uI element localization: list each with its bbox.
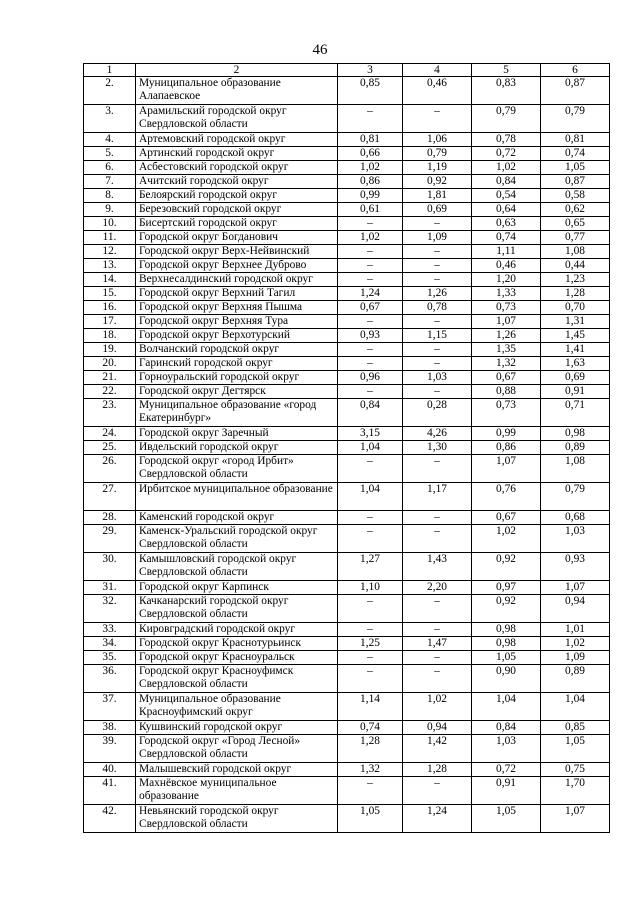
- value-col-6: 0,71: [541, 399, 610, 427]
- municipality-name: Березовский городской округ: [136, 203, 338, 217]
- value-col-5: 0,73: [472, 399, 541, 427]
- value-col-4: –: [403, 665, 472, 693]
- value-col-6: 0,87: [541, 175, 610, 189]
- value-col-5: 0,64: [472, 203, 541, 217]
- row-number: 37.: [84, 693, 136, 721]
- value-col-3: 1,14: [338, 693, 403, 721]
- value-col-5: 1,26: [472, 329, 541, 343]
- row-number: 32.: [84, 595, 136, 623]
- table-row: [84, 623, 610, 637]
- table-row: [84, 77, 610, 105]
- municipality-name: Гаринский городской округ: [136, 357, 338, 371]
- municipality-name: Асбестовский городской округ: [136, 161, 338, 175]
- row-number: 42.: [84, 805, 136, 833]
- value-col-5: 0,84: [472, 721, 541, 735]
- row-number: 5.: [84, 147, 136, 161]
- table-row: [84, 301, 610, 315]
- row-number: 29.: [84, 525, 136, 553]
- municipality-name: Городской округ Верхняя Пышма: [136, 301, 338, 315]
- value-col-3: 1,27: [338, 553, 403, 581]
- value-col-3: 0,66: [338, 147, 403, 161]
- header-cell: 4: [403, 64, 472, 77]
- value-col-3: 0,85: [338, 77, 403, 105]
- value-col-6: 1,07: [541, 805, 610, 833]
- value-col-5: 0,88: [472, 385, 541, 399]
- value-col-3: –: [338, 259, 403, 273]
- municipality-name: Невьянский городской округ Свердловской области: [136, 805, 338, 833]
- value-col-4: –: [403, 651, 472, 665]
- row-number: 27.: [84, 483, 136, 511]
- municipality-name: Городской округ Красноуфимск Свердловской области: [136, 665, 338, 693]
- value-col-5: 0,54: [472, 189, 541, 203]
- municipality-name: Городской округ Богданович: [136, 231, 338, 245]
- value-col-3: 1,10: [338, 581, 403, 595]
- row-number: 7.: [84, 175, 136, 189]
- municipality-name: Городской округ Заречный: [136, 427, 338, 441]
- value-col-6: 0,58: [541, 189, 610, 203]
- value-col-4: 1,17: [403, 483, 472, 511]
- value-col-4: –: [403, 455, 472, 483]
- value-col-6: 1,03: [541, 525, 610, 553]
- value-col-4: 0,92: [403, 175, 472, 189]
- value-col-5: 0,79: [472, 105, 541, 133]
- value-col-3: –: [338, 455, 403, 483]
- value-col-6: 1,41: [541, 343, 610, 357]
- value-col-3: 1,05: [338, 805, 403, 833]
- header-cell: 3: [338, 64, 403, 77]
- row-number: 35.: [84, 651, 136, 665]
- value-col-6: 0,69: [541, 371, 610, 385]
- row-number: 17.: [84, 315, 136, 329]
- value-col-3: 0,93: [338, 329, 403, 343]
- value-col-3: 1,04: [338, 483, 403, 511]
- value-col-4: –: [403, 777, 472, 805]
- table-row: [84, 721, 610, 735]
- value-col-3: –: [338, 315, 403, 329]
- value-col-3: –: [338, 777, 403, 805]
- value-col-5: 0,72: [472, 763, 541, 777]
- municipality-name: Арамильский городской округ Свердловской области: [136, 105, 338, 133]
- value-col-6: 0,44: [541, 259, 610, 273]
- row-number: 26.: [84, 455, 136, 483]
- value-col-3: 1,04: [338, 441, 403, 455]
- value-col-6: 1,45: [541, 329, 610, 343]
- value-col-5: 1,07: [472, 455, 541, 483]
- value-col-6: 1,23: [541, 273, 610, 287]
- row-number: 25.: [84, 441, 136, 455]
- table-row: [84, 371, 610, 385]
- value-col-5: 0,98: [472, 637, 541, 651]
- value-col-3: –: [338, 525, 403, 553]
- table-row: [84, 259, 610, 273]
- municipality-name: Городской округ Верхний Тагил: [136, 287, 338, 301]
- value-col-4: –: [403, 259, 472, 273]
- municipality-name: Белоярский городской округ: [136, 189, 338, 203]
- table-row: [84, 161, 610, 175]
- value-col-4: 1,42: [403, 735, 472, 763]
- value-col-6: 0,68: [541, 511, 610, 525]
- municipality-name: Ачитский городской округ: [136, 175, 338, 189]
- value-col-6: 1,08: [541, 455, 610, 483]
- value-col-4: –: [403, 105, 472, 133]
- value-col-3: 1,25: [338, 637, 403, 651]
- value-col-3: –: [338, 595, 403, 623]
- value-col-4: 1,28: [403, 763, 472, 777]
- row-number: 9.: [84, 203, 136, 217]
- row-number: 21.: [84, 371, 136, 385]
- row-number: 20.: [84, 357, 136, 371]
- value-col-3: –: [338, 343, 403, 357]
- value-col-4: 1,26: [403, 287, 472, 301]
- value-col-4: 0,79: [403, 147, 472, 161]
- value-col-6: 0,89: [541, 665, 610, 693]
- municipality-name: Каменский городской округ: [136, 511, 338, 525]
- header-row: [84, 64, 610, 77]
- value-col-5: 0,99: [472, 427, 541, 441]
- header-cell: 5: [472, 64, 541, 77]
- table-row: [84, 427, 610, 441]
- value-col-4: 4,26: [403, 427, 472, 441]
- value-col-4: –: [403, 315, 472, 329]
- municipality-name: Муниципальное образование Алапаевское: [136, 77, 338, 105]
- table-row: [84, 735, 610, 763]
- value-col-3: 1,32: [338, 763, 403, 777]
- table-row: [84, 665, 610, 693]
- table-row: [84, 483, 610, 511]
- value-col-6: 0,93: [541, 553, 610, 581]
- value-col-5: 0,86: [472, 441, 541, 455]
- value-col-3: 1,02: [338, 231, 403, 245]
- row-number: 10.: [84, 217, 136, 231]
- row-number: 33.: [84, 623, 136, 637]
- municipality-name: Бисертский городской округ: [136, 217, 338, 231]
- municipality-name: Артемовский городской округ: [136, 133, 338, 147]
- table-row: [84, 287, 610, 301]
- value-col-4: 1,24: [403, 805, 472, 833]
- table-row: [84, 217, 610, 231]
- municipality-name: Ивдельский городской округ: [136, 441, 338, 455]
- value-col-6: 1,28: [541, 287, 610, 301]
- value-col-6: 1,63: [541, 357, 610, 371]
- municipality-name: Муниципальное образование Красноуфимский округ: [136, 693, 338, 721]
- value-col-6: 0,65: [541, 217, 610, 231]
- row-number: 30.: [84, 553, 136, 581]
- row-number: 19.: [84, 343, 136, 357]
- value-col-4: 0,28: [403, 399, 472, 427]
- row-number: 14.: [84, 273, 136, 287]
- municipality-name: Городской округ Верхнее Дуброво: [136, 259, 338, 273]
- table-row: [84, 553, 610, 581]
- table-row: [84, 525, 610, 553]
- value-col-4: –: [403, 343, 472, 357]
- value-col-6: 0,79: [541, 105, 610, 133]
- value-col-5: 0,97: [472, 581, 541, 595]
- value-col-6: 1,01: [541, 623, 610, 637]
- table-row: [84, 581, 610, 595]
- value-col-4: 1,15: [403, 329, 472, 343]
- municipality-name: Качканарский городской округ Свердловской области: [136, 595, 338, 623]
- value-col-3: –: [338, 357, 403, 371]
- value-col-5: 1,07: [472, 315, 541, 329]
- value-col-4: 1,02: [403, 693, 472, 721]
- table-row: [84, 343, 610, 357]
- value-col-5: 1,11: [472, 245, 541, 259]
- row-number: 22.: [84, 385, 136, 399]
- value-col-5: 1,35: [472, 343, 541, 357]
- municipality-name: Махнёвское муниципальное образование: [136, 777, 338, 805]
- table-body: [84, 77, 610, 833]
- value-col-5: 0,92: [472, 553, 541, 581]
- row-number: 13.: [84, 259, 136, 273]
- row-number: 23.: [84, 399, 136, 427]
- table-row: [84, 455, 610, 483]
- value-col-6: 1,08: [541, 245, 610, 259]
- value-col-4: 1,06: [403, 133, 472, 147]
- value-col-3: –: [338, 217, 403, 231]
- value-col-5: 0,76: [472, 483, 541, 511]
- value-col-6: 1,31: [541, 315, 610, 329]
- value-col-5: 0,92: [472, 595, 541, 623]
- municipality-name: Городской округ Карпинск: [136, 581, 338, 595]
- municipality-name: Кировградский городской округ: [136, 623, 338, 637]
- value-col-4: –: [403, 385, 472, 399]
- row-number: 4.: [84, 133, 136, 147]
- value-col-3: –: [338, 385, 403, 399]
- value-col-3: 1,24: [338, 287, 403, 301]
- value-col-5: 0,73: [472, 301, 541, 315]
- table-row: [84, 511, 610, 525]
- value-col-5: 0,67: [472, 371, 541, 385]
- table-row: [84, 245, 610, 259]
- row-number: 28.: [84, 511, 136, 525]
- municipality-name: Городской округ «Город Лесной» Свердловской области: [136, 735, 338, 763]
- value-col-3: 0,84: [338, 399, 403, 427]
- value-col-4: 0,69: [403, 203, 472, 217]
- header-cell: 6: [541, 64, 610, 77]
- row-number: 39.: [84, 735, 136, 763]
- data-table: [83, 63, 610, 833]
- table-row: [84, 693, 610, 721]
- value-col-6: 1,05: [541, 161, 610, 175]
- municipality-name: Городской округ Верх-Нейвинский: [136, 245, 338, 259]
- municipality-name: Городской округ Краснотурьинск: [136, 637, 338, 651]
- value-col-3: –: [338, 511, 403, 525]
- table-row: [84, 777, 610, 805]
- value-col-4: 1,43: [403, 553, 472, 581]
- value-col-5: 1,04: [472, 693, 541, 721]
- municipality-name: Муниципальное образование «город Екатеринбург»: [136, 399, 338, 427]
- value-col-6: 1,04: [541, 693, 610, 721]
- value-col-3: –: [338, 623, 403, 637]
- value-col-4: –: [403, 525, 472, 553]
- table-row: [84, 805, 610, 833]
- value-col-6: 0,87: [541, 77, 610, 105]
- municipality-name: Кушвинский городской округ: [136, 721, 338, 735]
- municipality-name: Малышевский городской округ: [136, 763, 338, 777]
- value-col-4: 2,20: [403, 581, 472, 595]
- table-row: [84, 189, 610, 203]
- value-col-5: 1,05: [472, 805, 541, 833]
- row-number: 3.: [84, 105, 136, 133]
- value-col-4: –: [403, 357, 472, 371]
- value-col-3: –: [338, 105, 403, 133]
- row-number: 24.: [84, 427, 136, 441]
- municipality-name: Городской округ Верхняя Тура: [136, 315, 338, 329]
- value-col-3: 0,99: [338, 189, 403, 203]
- value-col-3: –: [338, 245, 403, 259]
- table-row: [84, 203, 610, 217]
- table-row: [84, 175, 610, 189]
- value-col-5: 1,02: [472, 161, 541, 175]
- table-row: [84, 273, 610, 287]
- row-number: 18.: [84, 329, 136, 343]
- row-number: 8.: [84, 189, 136, 203]
- value-col-3: –: [338, 273, 403, 287]
- value-col-3: –: [338, 651, 403, 665]
- value-col-6: 1,07: [541, 581, 610, 595]
- value-col-6: 0,75: [541, 763, 610, 777]
- row-number: 6.: [84, 161, 136, 175]
- value-col-6: 1,05: [541, 735, 610, 763]
- row-number: 34.: [84, 637, 136, 651]
- value-col-4: 0,78: [403, 301, 472, 315]
- header-cell: 1: [84, 64, 136, 77]
- value-col-4: –: [403, 511, 472, 525]
- value-col-4: 1,30: [403, 441, 472, 455]
- table-row: [84, 357, 610, 371]
- value-col-6: 1,70: [541, 777, 610, 805]
- value-col-3: 0,74: [338, 721, 403, 735]
- value-col-6: 0,77: [541, 231, 610, 245]
- row-number: 36.: [84, 665, 136, 693]
- value-col-3: 0,96: [338, 371, 403, 385]
- value-col-5: 0,72: [472, 147, 541, 161]
- value-col-6: 0,70: [541, 301, 610, 315]
- municipality-name: Городской округ «город Ирбит» Свердловской области: [136, 455, 338, 483]
- value-col-6: 1,09: [541, 651, 610, 665]
- row-number: 16.: [84, 301, 136, 315]
- value-col-3: 0,86: [338, 175, 403, 189]
- value-col-5: 0,74: [472, 231, 541, 245]
- municipality-name: Каменск-Уральский городской округ Свердловской области: [136, 525, 338, 553]
- value-col-5: 0,84: [472, 175, 541, 189]
- table-row: [84, 329, 610, 343]
- row-number: 2.: [84, 77, 136, 105]
- value-col-6: 0,79: [541, 483, 610, 511]
- value-col-6: 0,98: [541, 427, 610, 441]
- table-row: [84, 637, 610, 651]
- value-col-5: 0,90: [472, 665, 541, 693]
- row-number: 12.: [84, 245, 136, 259]
- value-col-4: –: [403, 273, 472, 287]
- table-row: [84, 441, 610, 455]
- row-number: 40.: [84, 763, 136, 777]
- value-col-4: –: [403, 217, 472, 231]
- value-col-4: –: [403, 623, 472, 637]
- value-col-3: –: [338, 665, 403, 693]
- value-col-3: 0,81: [338, 133, 403, 147]
- table-row: [84, 147, 610, 161]
- table-row: [84, 315, 610, 329]
- value-col-4: 1,03: [403, 371, 472, 385]
- value-col-5: 1,02: [472, 525, 541, 553]
- row-number: 31.: [84, 581, 136, 595]
- value-col-4: 1,47: [403, 637, 472, 651]
- value-col-5: 0,83: [472, 77, 541, 105]
- value-col-6: 0,89: [541, 441, 610, 455]
- table-row: [84, 399, 610, 427]
- value-col-6: 1,02: [541, 637, 610, 651]
- value-col-4: 1,09: [403, 231, 472, 245]
- value-col-6: 0,94: [541, 595, 610, 623]
- value-col-5: 0,78: [472, 133, 541, 147]
- value-col-4: –: [403, 595, 472, 623]
- value-col-5: 0,46: [472, 259, 541, 273]
- value-col-5: 0,63: [472, 217, 541, 231]
- value-col-4: 1,81: [403, 189, 472, 203]
- row-number: 41.: [84, 777, 136, 805]
- value-col-3: 3,15: [338, 427, 403, 441]
- row-number: 15.: [84, 287, 136, 301]
- table-row: [84, 595, 610, 623]
- page-number: 46: [312, 42, 328, 58]
- value-col-5: 1,05: [472, 651, 541, 665]
- table-row: [84, 385, 610, 399]
- municipality-name: Городской округ Верхотурский: [136, 329, 338, 343]
- value-col-3: 1,28: [338, 735, 403, 763]
- table-row: [84, 651, 610, 665]
- table-row: [84, 105, 610, 133]
- header-cell: 2: [136, 64, 338, 77]
- value-col-3: 0,67: [338, 301, 403, 315]
- value-col-4: –: [403, 245, 472, 259]
- value-col-5: 0,67: [472, 511, 541, 525]
- value-col-6: 0,62: [541, 203, 610, 217]
- value-col-5: 1,32: [472, 357, 541, 371]
- municipality-name: Артинский городской округ: [136, 147, 338, 161]
- row-number: 11.: [84, 231, 136, 245]
- value-col-3: 0,61: [338, 203, 403, 217]
- table-row: [84, 763, 610, 777]
- value-col-3: 1,02: [338, 161, 403, 175]
- municipality-name: Верхнесалдинский городской округ: [136, 273, 338, 287]
- municipality-name: Горноуральский городской округ: [136, 371, 338, 385]
- value-col-6: 0,81: [541, 133, 610, 147]
- value-col-5: 1,33: [472, 287, 541, 301]
- value-col-5: 0,98: [472, 623, 541, 637]
- table-row: [84, 231, 610, 245]
- municipality-name: Камышловский городской округ Свердловской области: [136, 553, 338, 581]
- value-col-6: 0,74: [541, 147, 610, 161]
- municipality-name: Городской округ Красноуральск: [136, 651, 338, 665]
- row-number: 38.: [84, 721, 136, 735]
- value-col-5: 1,03: [472, 735, 541, 763]
- value-col-4: 0,94: [403, 721, 472, 735]
- value-col-5: 1,20: [472, 273, 541, 287]
- value-col-5: 0,91: [472, 777, 541, 805]
- municipality-name: Волчанский городской округ: [136, 343, 338, 357]
- value-col-6: 0,85: [541, 721, 610, 735]
- municipality-name: Городской округ Дегтярск: [136, 385, 338, 399]
- value-col-6: 0,91: [541, 385, 610, 399]
- municipality-name: Ирбитское муниципальное образование: [136, 483, 338, 511]
- value-col-4: 0,46: [403, 77, 472, 105]
- table-row: [84, 133, 610, 147]
- value-col-4: 1,19: [403, 161, 472, 175]
